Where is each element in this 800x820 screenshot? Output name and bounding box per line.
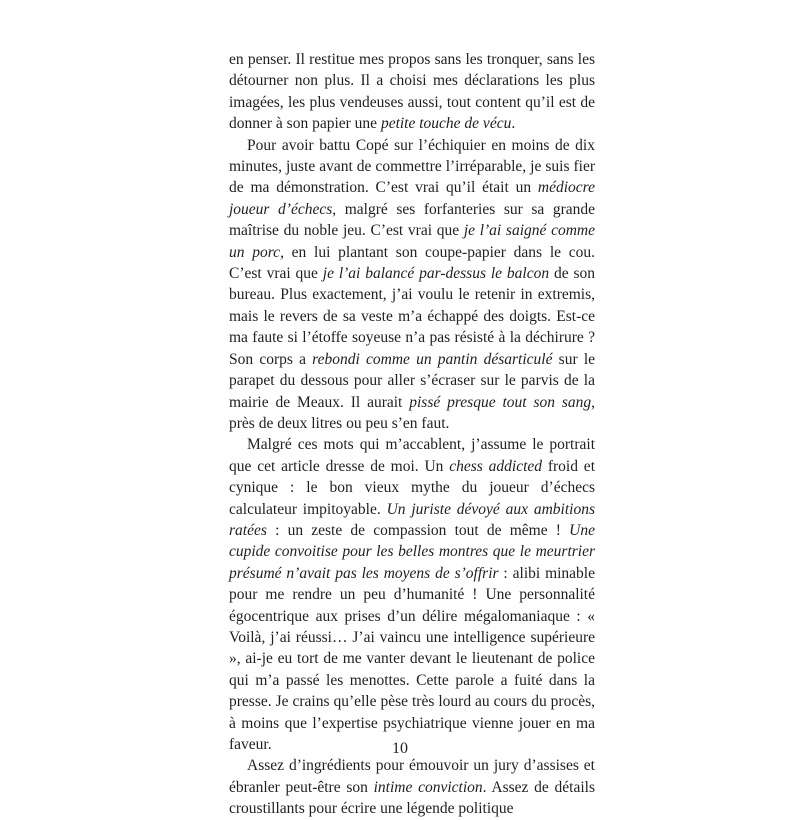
paragraph [229, 755, 595, 819]
italic-quote: Un juriste dévoyé aux ambitions ratées [229, 500, 595, 539]
italic-quote: Une cupide convoitise pour les belles montres que le meurtrier présumé n’avait pas les moyens de s’offrir [229, 521, 595, 582]
italic-quote: pissé presque tout son sang [409, 393, 592, 411]
italic-quote: rebondi comme un pantin désarticulé [312, 350, 553, 368]
text-run: Assez d’ingrédients pour émouvoir un jury d’assises et ébranler peut-être son [229, 757, 595, 796]
text-run: froid et cynique : le bon vieux mythe du joueur d’échecs calculateur impitoyable. [229, 457, 595, 518]
text-run: : un zeste de compassion tout de même ! [266, 521, 570, 539]
text-run: sur le parapet du dessous pour aller s’écraser sur le parvis de la mairie de Meaux. Il aurait [229, 350, 596, 411]
italic-quote: petite touche de vécu [380, 115, 512, 133]
text-run: de son bureau. Plus exactement, j’ai voulu le retenir in extremis, mais le revers de sa veste m’a échappé des doigts. Est-ce ma faute si l’étoffe soyeuse n’a pas résisté à la déchirure ? Son corps a [229, 265, 595, 368]
text-run: . [511, 115, 516, 133]
body-text [229, 49, 595, 820]
text-run: : alibi minable pour me rendre un peu d’humanité ! Une personnalité égocentrique aux prises d’un délire mégalomaniaque : « Voilà, j’ai réussi… J’ai vaincu une intelligence supérieure », ai-je eu tort de me vanter devant le lieutenant de police qui m’a passé les menottes. Cette parole a fuité dans la presse. Je crains qu’elle pèse très lourd au cours du procès, à moins que l’expertise psychiatrique vienne jouer en ma faveur. [229, 564, 595, 753]
text-run: Pour avoir battu Copé sur l’échiquier en moins de dix minutes, juste avant de commettre l’irréparable, je suis fier de ma démonstration. C’est vrai qu’il était un [229, 136, 595, 197]
text-run: , près de deux litres ou peu s’en faut. [229, 393, 595, 432]
italic-quote: chess addicted [449, 457, 543, 475]
text-run: . Assez de détails croustillants pour écrire une légende politique [229, 778, 595, 818]
italic-quote: je l’ai saigné comme un porc [229, 222, 596, 261]
italic-quote: médiocre joueur d’échecs [229, 179, 595, 218]
page-number: 10 [392, 740, 408, 757]
italic-quote: je l’ai balancé par-dessus le balcon [322, 265, 550, 283]
paragraph [229, 434, 595, 755]
text-run: , malgré ses forfanteries sur sa grande maîtrise du noble jeu. C’est vrai que [229, 200, 596, 240]
text-run: Malgré ces mots qui m’accablent, j’assume le portrait que cet article dresse de moi. Un [229, 436, 595, 475]
paragraph [229, 135, 595, 435]
paragraph [229, 49, 595, 135]
text-run: en penser. Il restitue mes propos sans les tronquer, sans les détourner non plus. Il a choisi mes déclarations les plus imagées, les plus vendeuses aussi, tout content qu’il est de donner à son papier une [229, 51, 595, 133]
text-run: , en lui plantant son coupe-papier dans le cou. C’est vrai que [229, 243, 595, 283]
italic-quote: intime conviction [373, 778, 483, 796]
